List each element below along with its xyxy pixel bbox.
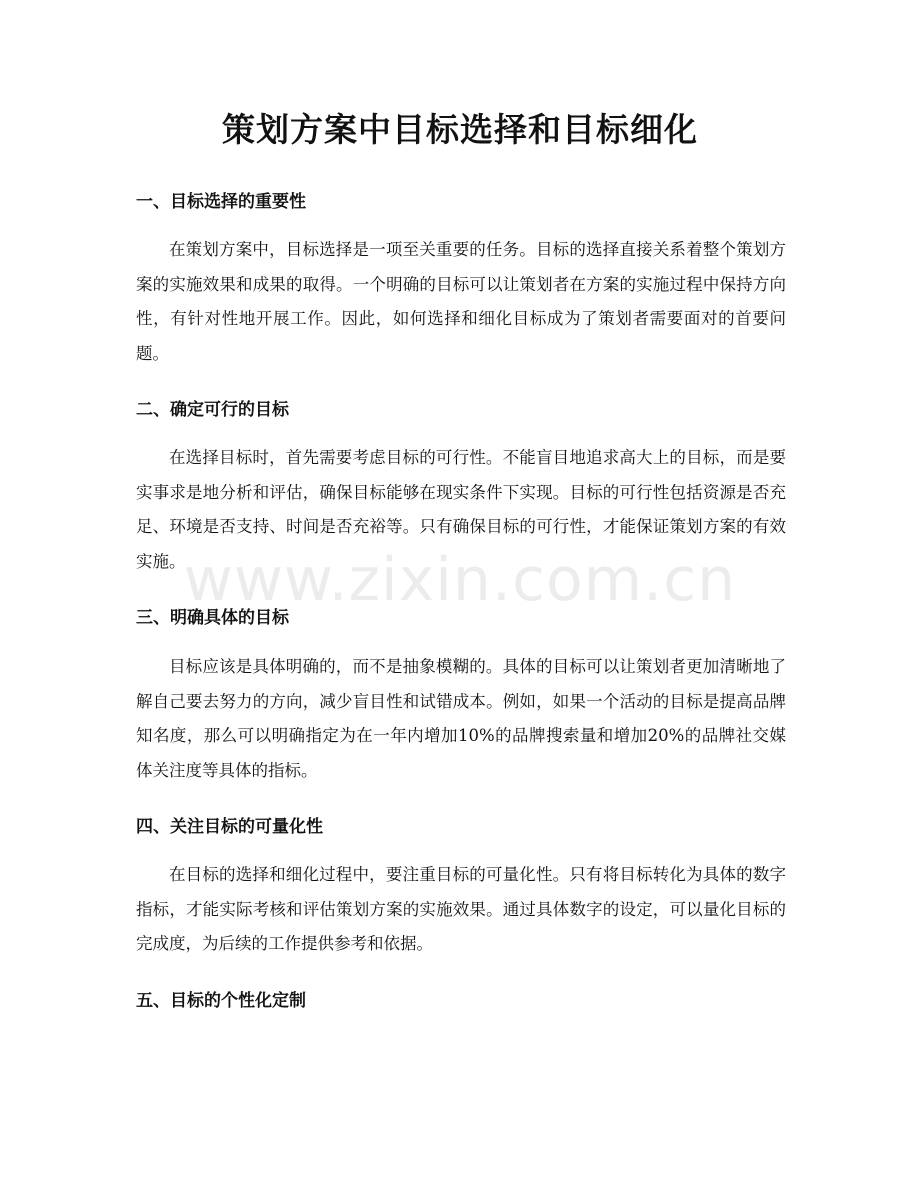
section-body-3: 目标应该是具体明确的，而不是抽象模糊的。具体的目标可以让策划者更加清晰地了解自己要去努力的方向，减少盲目性和试错成本。例如，如果一个活动的目标是提高品牌知名度，那么可以明确指定为在一年内增加10%的品牌搜索量和增加20%的品牌社交媒体关注度等具体的指标。 xyxy=(136,657,786,780)
section-heading-1: 一、目标选择的重要性 xyxy=(136,192,306,212)
section-heading-4: 四、关注目标的可量化性 xyxy=(136,817,323,837)
section-body-4: 在目标的选择和细化过程中，要注重目标的可量化性。只有将目标转化为具体的数字指标，才能实际考核和评估策划方案的实施效果。通过具体数字的设定，可以量化目标的完成度，为后续的工作提供参考和依据。 xyxy=(136,865,786,953)
watermark: www.zixin.com.cn xyxy=(183,545,737,615)
section-body-2: 在选择目标时，首先需要考虑目标的可行性。不能盲目地追求高大上的目标，而是要实事求是地分析和评估，确保目标能够在现实条件下实现。目标的可行性包括资源是否充足、环境是否支持、时间是否充裕等。只有确保目标的可行性，才能保证策划方案的有效实施。 xyxy=(136,448,786,571)
section-heading-3: 三、明确具体的目标 xyxy=(136,608,289,628)
section-body-1: 在策划方案中，目标选择是一项至关重要的任务。目标的选择直接关系着整个策划方案的实施效果和成果的取得。一个明确的目标可以让策划者在方案的实施过程中保持方向性，有针对性地开展工作。因此，如何选择和细化目标成为了策划者需要面对的首要问题。 xyxy=(136,240,786,363)
page-title: 策划方案中目标选择和目标细化 xyxy=(222,110,698,149)
section-heading-5: 五、目标的个性化定制 xyxy=(136,991,306,1011)
section-heading-2: 二、确定可行的目标 xyxy=(136,400,289,420)
